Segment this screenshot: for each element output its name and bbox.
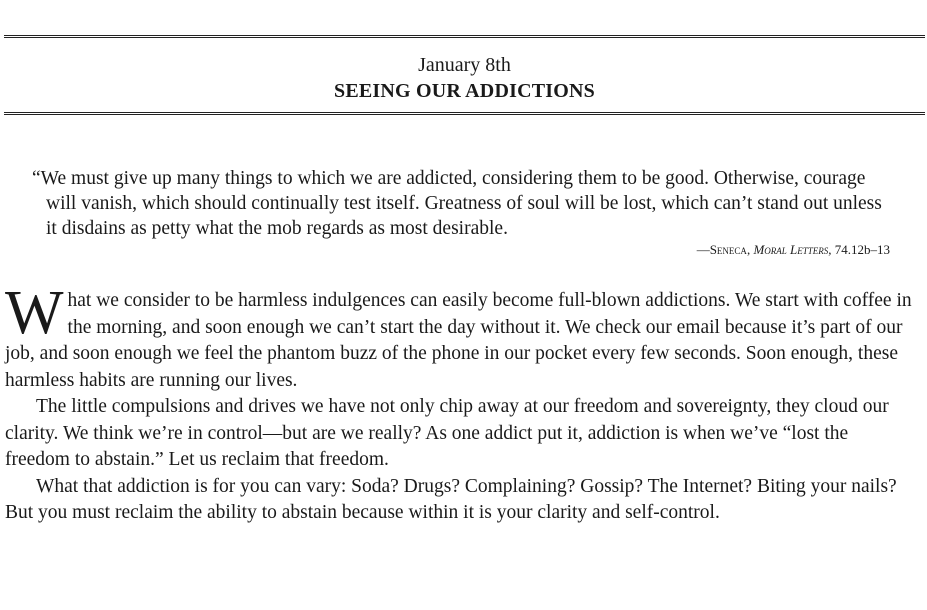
paragraph-3: What that addiction is for you can vary: Soda? Drugs? Complaining? Gossip? The Internet? Biting your nails? But you must reclaim the ability to abstain because within it is your clarity and self-control. (5, 475, 897, 523)
attribution-separator: , (746, 242, 754, 257)
epigraph-quote: “We must give up many things to which we are addicted, considering them to be good. Otherwise, courage will vanish, which should continually test itself. Greatness of soul will be lost, which can’t stand out unless it disdains as petty what the mob regards as most desirable. (32, 168, 882, 239)
drop-cap: W (5, 279, 64, 347)
body-text (5, 279, 917, 527)
paragraph-1-text: hat we consider to be harmless indulgences can easily become full-blown addictions. We start with coffee in the morning, and soon enough we can’t start the day without it. We check our email because it’s part of our job, and soon enough we feel the phantom buzz of the phone in our pocket every few seconds. Soon enough, these harmless habits are running our lives. (5, 290, 912, 391)
attribution-dash: — (696, 242, 710, 257)
attribution-author: Seneca (709, 242, 747, 257)
attribution-citation: , 74.12b–13 (828, 242, 890, 257)
epigraph-attribution (32, 242, 892, 258)
page-header (4, 52, 925, 104)
attribution-work: Moral Letters (753, 242, 829, 257)
epigraph (32, 166, 892, 258)
top-double-rule (4, 35, 925, 38)
entry-title: SEEING OUR ADDICTIONS (334, 80, 595, 102)
entry-date: January 8th (418, 54, 511, 76)
paragraph-1 (5, 279, 917, 394)
paragraph-2: The little compulsions and drives we have not only chip away at our freedom and sovereignty, they cloud our clarity. We think we’re in control—but are we really? As one addict put it, addiction is when we’ve “lost the freedom to abstain.” Let us reclaim that freedom. (5, 396, 889, 470)
bottom-double-rule (4, 112, 925, 115)
